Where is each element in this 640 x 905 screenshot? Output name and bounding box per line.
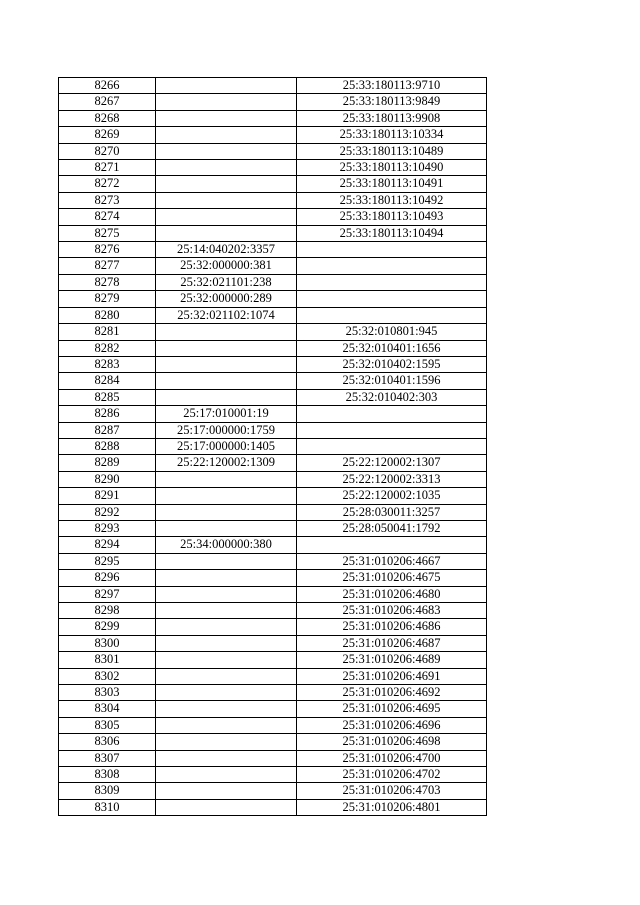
table-row xyxy=(59,373,487,389)
table-row xyxy=(59,717,487,733)
row-number-cell: 8283 xyxy=(59,356,156,372)
table-row xyxy=(59,586,487,602)
cadastral-number-cell-a xyxy=(156,78,297,94)
cadastral-number-cell-b: 25:31:010206:4691 xyxy=(297,668,487,684)
cadastral-number-cell-a xyxy=(156,340,297,356)
row-number-cell: 8275 xyxy=(59,225,156,241)
cadastral-number-cell-b: 25:33:180113:9710 xyxy=(297,78,487,94)
table-row xyxy=(59,619,487,635)
row-number-cell: 8304 xyxy=(59,701,156,717)
cadastral-number-cell-b: 25:28:030011:3257 xyxy=(297,504,487,520)
cadastral-number-cell-b: 25:33:180113:9908 xyxy=(297,110,487,126)
cadastral-number-cell-b: 25:31:010206:4686 xyxy=(297,619,487,635)
table-row xyxy=(59,685,487,701)
row-number-cell: 8295 xyxy=(59,553,156,569)
cadastral-number-cell-b: 25:33:180113:10493 xyxy=(297,209,487,225)
table-row xyxy=(59,767,487,783)
cadastral-number-cell-a: 25:32:021102:1074 xyxy=(156,307,297,323)
table-row xyxy=(59,422,487,438)
cadastral-number-cell-a xyxy=(156,160,297,176)
cadastral-number-cell-b: 25:32:010401:1596 xyxy=(297,373,487,389)
table-row xyxy=(59,438,487,454)
cadastral-number-cell-a: 25:32:021101:238 xyxy=(156,274,297,290)
cadastral-number-cell-b: 25:32:010402:303 xyxy=(297,389,487,405)
cadastral-number-cell-b: 25:28:050041:1792 xyxy=(297,520,487,536)
cadastral-number-cell-b: 25:31:010206:4702 xyxy=(297,767,487,783)
cadastral-number-cell-b: 25:33:180113:10494 xyxy=(297,225,487,241)
row-number-cell: 8272 xyxy=(59,176,156,192)
cadastral-number-cell-b xyxy=(297,537,487,553)
cadastral-number-cell-a xyxy=(156,750,297,766)
cadastral-number-cell-b: 25:31:010206:4692 xyxy=(297,685,487,701)
row-number-cell: 8293 xyxy=(59,520,156,536)
cadastral-number-cell-b: 25:31:010206:4696 xyxy=(297,717,487,733)
cadastral-number-cell-a xyxy=(156,225,297,241)
table-row xyxy=(59,799,487,815)
table-row xyxy=(59,78,487,94)
table-row xyxy=(59,520,487,536)
cadastral-number-cell-b: 25:31:010206:4667 xyxy=(297,553,487,569)
row-number-cell: 8296 xyxy=(59,570,156,586)
table-row xyxy=(59,94,487,110)
row-number-cell: 8271 xyxy=(59,160,156,176)
table-row xyxy=(59,570,487,586)
cadastral-number-cell-a xyxy=(156,209,297,225)
cadastral-number-cell-a xyxy=(156,668,297,684)
cadastral-number-cell-b: 25:31:010206:4675 xyxy=(297,570,487,586)
table-body xyxy=(59,78,487,816)
cadastral-number-cell-a xyxy=(156,767,297,783)
row-number-cell: 8285 xyxy=(59,389,156,405)
table-row xyxy=(59,209,487,225)
table-row xyxy=(59,143,487,159)
table-row xyxy=(59,504,487,520)
table-row xyxy=(59,603,487,619)
cadastral-number-cell-a xyxy=(156,520,297,536)
row-number-cell: 8299 xyxy=(59,619,156,635)
cadastral-number-cell-b: 25:33:180113:10490 xyxy=(297,160,487,176)
row-number-cell: 8277 xyxy=(59,258,156,274)
row-number-cell: 8300 xyxy=(59,635,156,651)
table-row xyxy=(59,258,487,274)
row-number-cell: 8305 xyxy=(59,717,156,733)
data-table xyxy=(58,77,487,816)
table-row xyxy=(59,176,487,192)
table-row xyxy=(59,455,487,471)
cadastral-number-cell-b: 25:33:180113:10334 xyxy=(297,127,487,143)
row-number-cell: 8284 xyxy=(59,373,156,389)
row-number-cell: 8280 xyxy=(59,307,156,323)
table-row xyxy=(59,274,487,290)
cadastral-number-cell-b xyxy=(297,274,487,290)
table-row xyxy=(59,160,487,176)
cadastral-number-cell-b: 25:31:010206:4801 xyxy=(297,799,487,815)
cadastral-number-cell-a xyxy=(156,324,297,340)
row-number-cell: 8266 xyxy=(59,78,156,94)
table-row xyxy=(59,750,487,766)
table-row xyxy=(59,110,487,126)
row-number-cell: 8274 xyxy=(59,209,156,225)
row-number-cell: 8291 xyxy=(59,488,156,504)
row-number-cell: 8292 xyxy=(59,504,156,520)
cadastral-number-cell-a xyxy=(156,110,297,126)
cadastral-number-cell-a: 25:14:040202:3357 xyxy=(156,242,297,258)
table-row xyxy=(59,192,487,208)
cadastral-number-cell-b xyxy=(297,406,487,422)
cadastral-number-cell-a xyxy=(156,586,297,602)
row-number-cell: 8276 xyxy=(59,242,156,258)
cadastral-number-cell-b xyxy=(297,258,487,274)
table-row xyxy=(59,225,487,241)
table-row xyxy=(59,340,487,356)
table-row xyxy=(59,307,487,323)
cadastral-number-cell-a: 25:17:000000:1405 xyxy=(156,438,297,454)
cadastral-number-cell-a xyxy=(156,685,297,701)
cadastral-number-cell-a: 25:17:010001:19 xyxy=(156,406,297,422)
cadastral-number-cell-b: 25:31:010206:4687 xyxy=(297,635,487,651)
cadastral-number-cell-b: 25:33:180113:10491 xyxy=(297,176,487,192)
table-row xyxy=(59,537,487,553)
row-number-cell: 8298 xyxy=(59,603,156,619)
row-number-cell: 8306 xyxy=(59,734,156,750)
row-number-cell: 8307 xyxy=(59,750,156,766)
cadastral-number-cell-a xyxy=(156,734,297,750)
row-number-cell: 8289 xyxy=(59,455,156,471)
row-number-cell: 8309 xyxy=(59,783,156,799)
cadastral-number-cell-b: 25:33:180113:10489 xyxy=(297,143,487,159)
cadastral-number-cell-a xyxy=(156,143,297,159)
cadastral-number-cell-a: 25:22:120002:1309 xyxy=(156,455,297,471)
table-row xyxy=(59,389,487,405)
cadastral-number-cell-a xyxy=(156,783,297,799)
table-row xyxy=(59,783,487,799)
cadastral-number-cell-a xyxy=(156,570,297,586)
cadastral-number-cell-a xyxy=(156,504,297,520)
table-row xyxy=(59,734,487,750)
row-number-cell: 8303 xyxy=(59,685,156,701)
cadastral-number-cell-a xyxy=(156,389,297,405)
row-number-cell: 8281 xyxy=(59,324,156,340)
row-number-cell: 8301 xyxy=(59,652,156,668)
table-row xyxy=(59,652,487,668)
row-number-cell: 8308 xyxy=(59,767,156,783)
table-row xyxy=(59,635,487,651)
cadastral-number-cell-b: 25:32:010401:1656 xyxy=(297,340,487,356)
row-number-cell: 8297 xyxy=(59,586,156,602)
cadastral-number-cell-a xyxy=(156,94,297,110)
cadastral-number-cell-b: 25:31:010206:4700 xyxy=(297,750,487,766)
row-number-cell: 8288 xyxy=(59,438,156,454)
cadastral-number-cell-b: 25:32:010801:945 xyxy=(297,324,487,340)
cadastral-number-cell-b: 25:32:010402:1595 xyxy=(297,356,487,372)
cadastral-number-cell-a xyxy=(156,701,297,717)
cadastral-number-cell-b xyxy=(297,291,487,307)
cadastral-number-cell-b xyxy=(297,438,487,454)
cadastral-number-cell-a xyxy=(156,356,297,372)
row-number-cell: 8302 xyxy=(59,668,156,684)
cadastral-number-cell-a xyxy=(156,192,297,208)
row-number-cell: 8268 xyxy=(59,110,156,126)
cadastral-number-cell-b: 25:31:010206:4703 xyxy=(297,783,487,799)
cadastral-number-cell-a xyxy=(156,799,297,815)
table-row xyxy=(59,324,487,340)
table-row xyxy=(59,488,487,504)
table-row xyxy=(59,242,487,258)
table-row xyxy=(59,701,487,717)
cadastral-number-cell-b: 25:22:120002:3313 xyxy=(297,471,487,487)
table-row xyxy=(59,406,487,422)
cadastral-number-cell-b xyxy=(297,422,487,438)
cadastral-number-cell-b: 25:31:010206:4698 xyxy=(297,734,487,750)
table-row xyxy=(59,291,487,307)
cadastral-number-cell-a xyxy=(156,373,297,389)
cadastral-number-cell-a xyxy=(156,603,297,619)
cadastral-number-cell-a xyxy=(156,619,297,635)
row-number-cell: 8273 xyxy=(59,192,156,208)
cadastral-number-cell-b: 25:33:180113:9849 xyxy=(297,94,487,110)
cadastral-number-cell-b: 25:31:010206:4689 xyxy=(297,652,487,668)
cadastral-number-cell-b xyxy=(297,307,487,323)
cadastral-number-cell-a: 25:17:000000:1759 xyxy=(156,422,297,438)
cadastral-number-cell-a xyxy=(156,127,297,143)
row-number-cell: 8290 xyxy=(59,471,156,487)
cadastral-number-cell-b: 25:33:180113:10492 xyxy=(297,192,487,208)
row-number-cell: 8279 xyxy=(59,291,156,307)
row-number-cell: 8267 xyxy=(59,94,156,110)
table-row xyxy=(59,553,487,569)
row-number-cell: 8278 xyxy=(59,274,156,290)
cadastral-number-cell-b: 25:22:120002:1035 xyxy=(297,488,487,504)
cadastral-number-cell-a: 25:32:000000:289 xyxy=(156,291,297,307)
cadastral-number-cell-a: 25:34:000000:380 xyxy=(156,537,297,553)
row-number-cell: 8270 xyxy=(59,143,156,159)
table-row xyxy=(59,356,487,372)
row-number-cell: 8286 xyxy=(59,406,156,422)
cadastral-number-cell-a xyxy=(156,471,297,487)
cadastral-number-cell-a xyxy=(156,553,297,569)
cadastral-number-cell-b: 25:31:010206:4683 xyxy=(297,603,487,619)
cadastral-number-cell-a xyxy=(156,652,297,668)
table-row xyxy=(59,471,487,487)
table-row xyxy=(59,668,487,684)
row-number-cell: 8310 xyxy=(59,799,156,815)
cadastral-number-cell-a xyxy=(156,488,297,504)
row-number-cell: 8294 xyxy=(59,537,156,553)
cadastral-number-cell-b: 25:22:120002:1307 xyxy=(297,455,487,471)
cadastral-number-cell-a xyxy=(156,717,297,733)
row-number-cell: 8287 xyxy=(59,422,156,438)
cadastral-number-cell-b: 25:31:010206:4695 xyxy=(297,701,487,717)
row-number-cell: 8282 xyxy=(59,340,156,356)
cadastral-number-cell-b xyxy=(297,242,487,258)
cadastral-number-cell-b: 25:31:010206:4680 xyxy=(297,586,487,602)
cadastral-number-cell-a: 25:32:000000:381 xyxy=(156,258,297,274)
row-number-cell: 8269 xyxy=(59,127,156,143)
cadastral-number-cell-a xyxy=(156,635,297,651)
table-row xyxy=(59,127,487,143)
cadastral-number-cell-a xyxy=(156,176,297,192)
